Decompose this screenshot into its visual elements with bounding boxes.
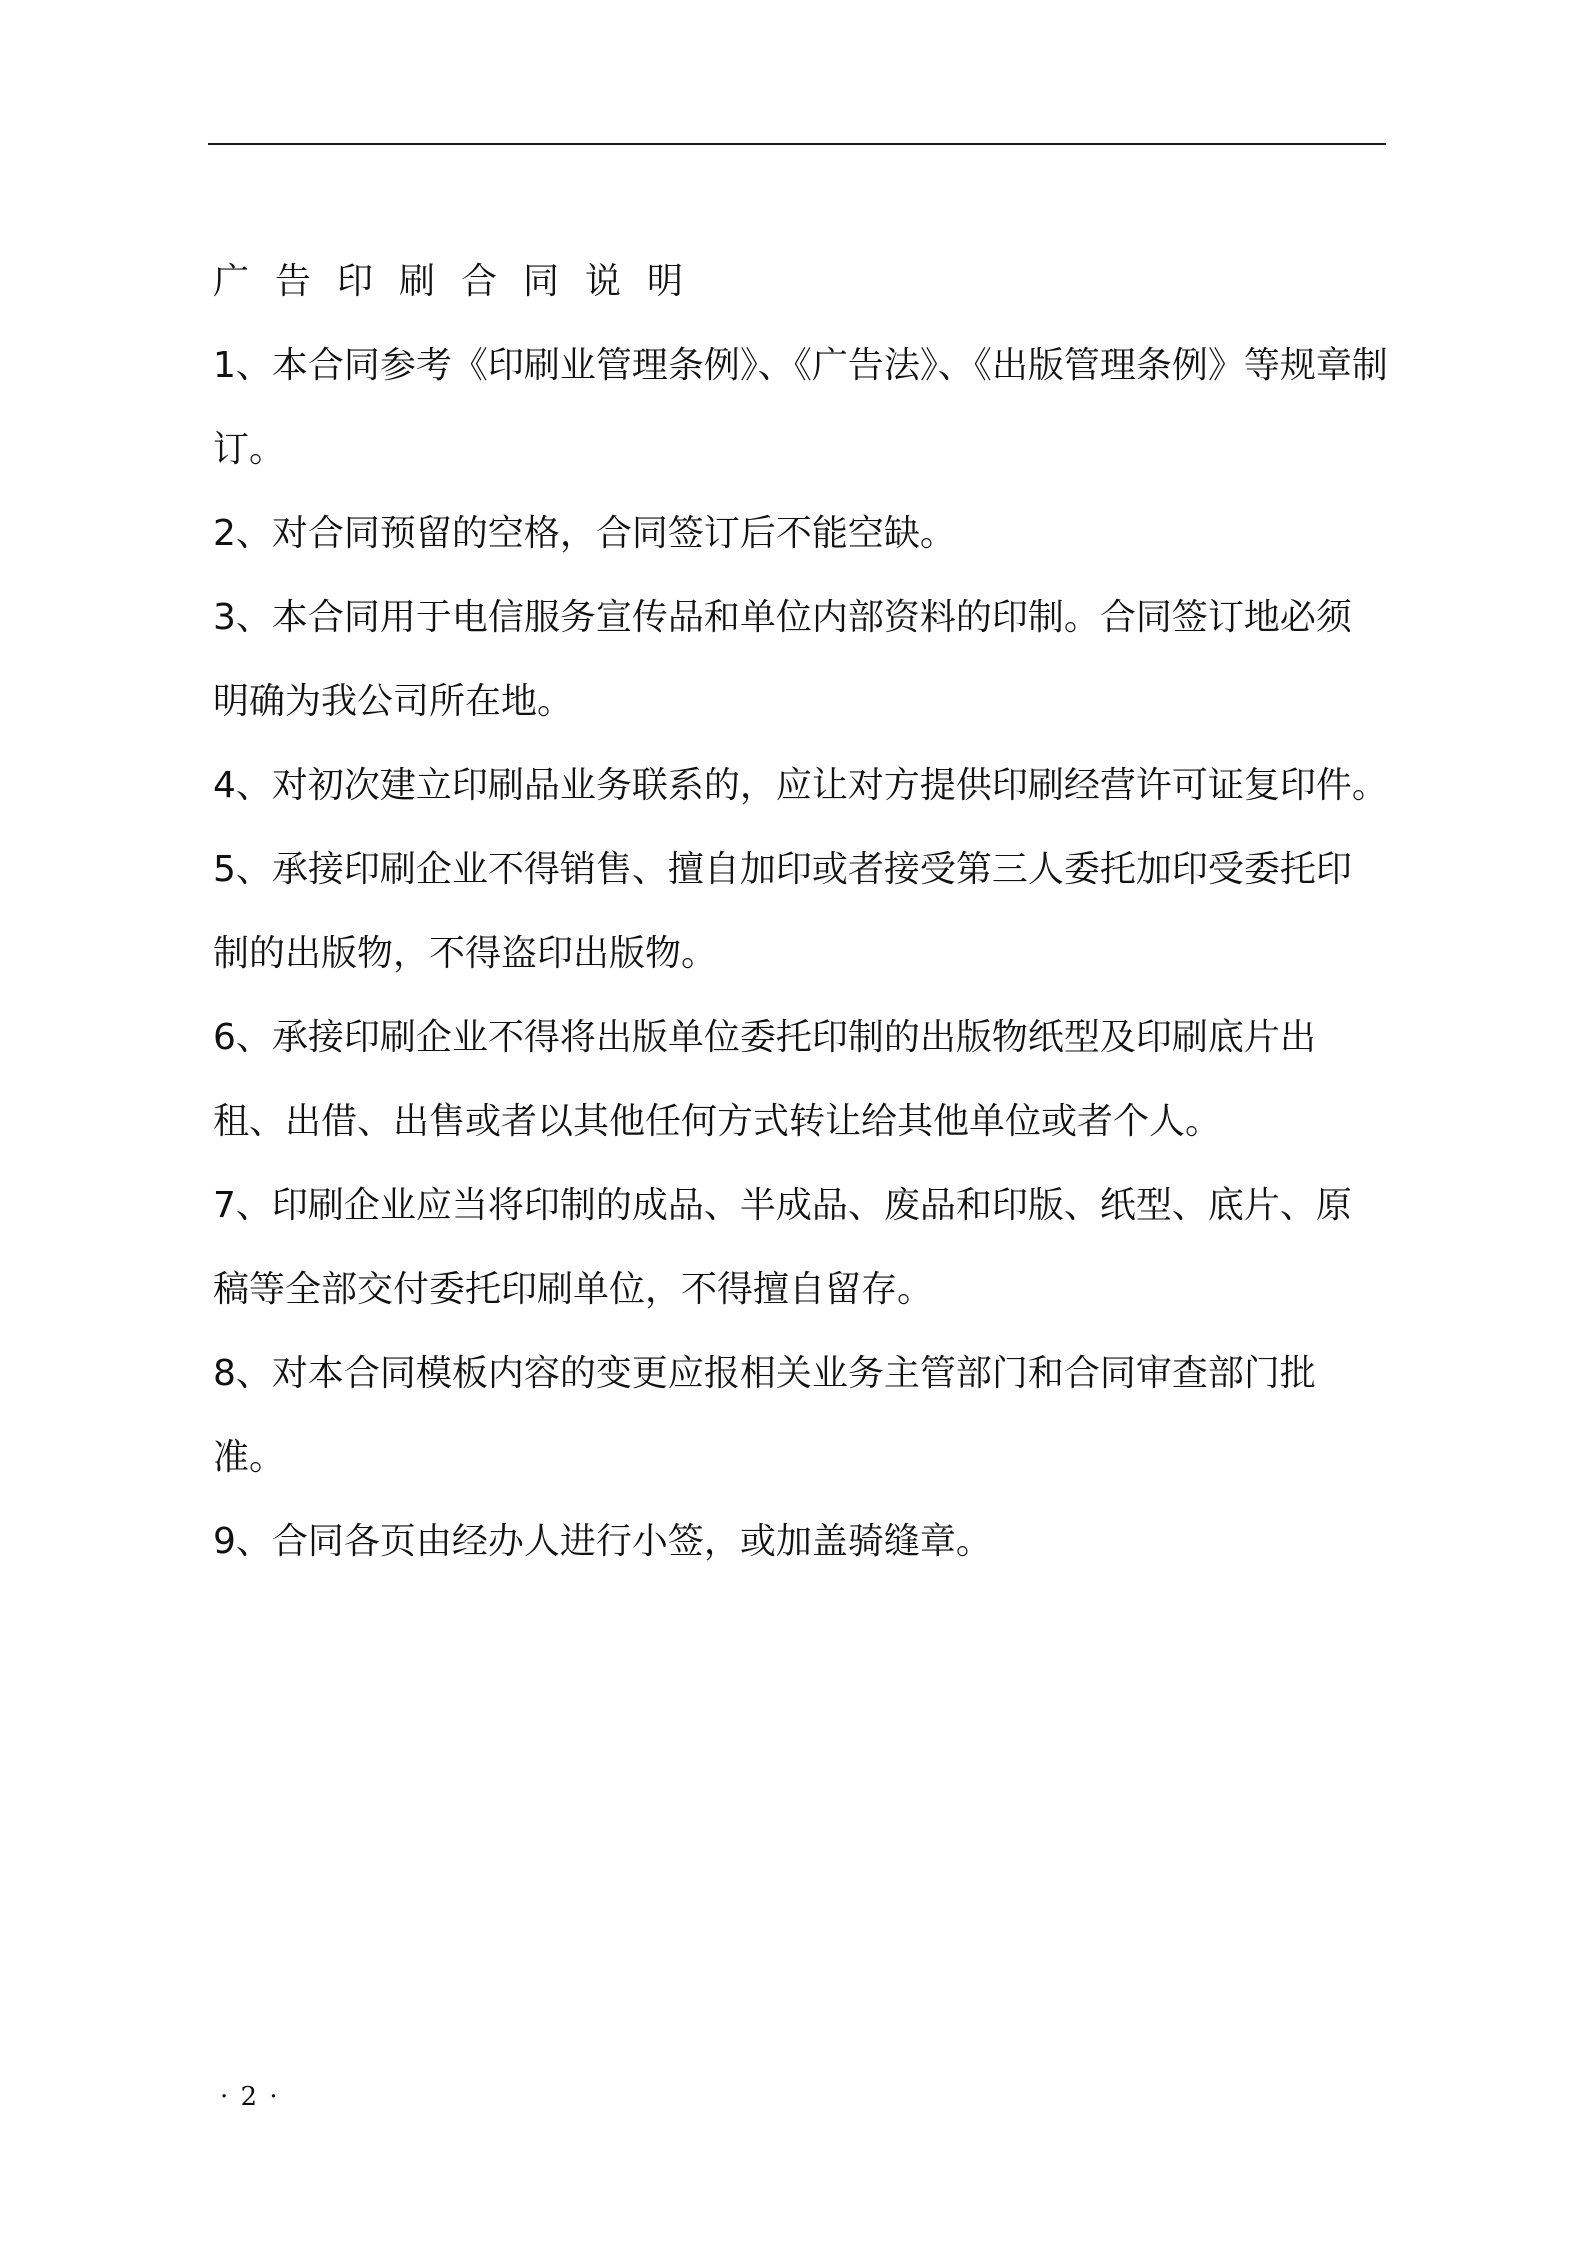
clause-list [213,324,1393,1584]
clause-text-line: 2、对合同预留的空格，合同签订后不能空缺。 [213,513,956,554]
clause-item [213,996,1393,1164]
page-number: · 2 · [220,2082,280,2112]
clause-text-line: 8、对本合同模板内容的变更应报相关业务主管部门和合同审查部门批 [213,1353,1316,1394]
clause-text-line: 明确为我公司所在地。 [213,681,574,722]
clause-item [213,492,1393,576]
clause-item [213,744,1393,828]
document-body [213,240,1393,1584]
clause-item [213,1500,1393,1584]
clause-text-line: 9、合同各页由经办人进行小签，或加盖骑缝章。 [213,1521,992,1562]
clause-text-line: 准。 [213,1437,286,1478]
clause-item [213,576,1393,744]
clause-text-line: 4、对初次建立印刷品业务联系的，应让对方提供印刷经营许可证复印件。 [213,765,1388,806]
clause-text-line: 订。 [213,429,286,470]
clause-text-line: 稿等全部交付委托印刷单位，不得擅自留存。 [213,1269,934,1310]
clause-item [213,828,1393,996]
clause-text-line: 1、本合同参考《印刷业管理条例》、《广告法》、《出版管理条例》等规章制 [213,345,1388,386]
clause-text-line: 5、承接印刷企业不得销售、擅自加印或者接受第三人委托加印受委托印 [213,849,1352,890]
clause-text-line: 3、本合同用于电信服务宣传品和单位内部资料的印制。合同签订地必须 [213,597,1352,638]
clause-text-line: 6、承接印刷企业不得将出版单位委托印制的出版物纸型及印刷底片出 [213,1017,1316,1058]
document-title: 广告印刷合同说明 [213,261,710,302]
clause-item [213,324,1393,492]
clause-item [213,1164,1393,1332]
clause-item [213,1332,1393,1500]
clause-text-line: 租、出借、出售或者以其他任何方式转让给其他单位或者个人。 [213,1101,1222,1142]
clause-text-line: 7、印刷企业应当将印制的成品、半成品、废品和印版、纸型、底片、原 [213,1185,1352,1226]
header-rule [208,143,1386,145]
clause-text-line: 制的出版物，不得盗印出版物。 [213,933,718,974]
